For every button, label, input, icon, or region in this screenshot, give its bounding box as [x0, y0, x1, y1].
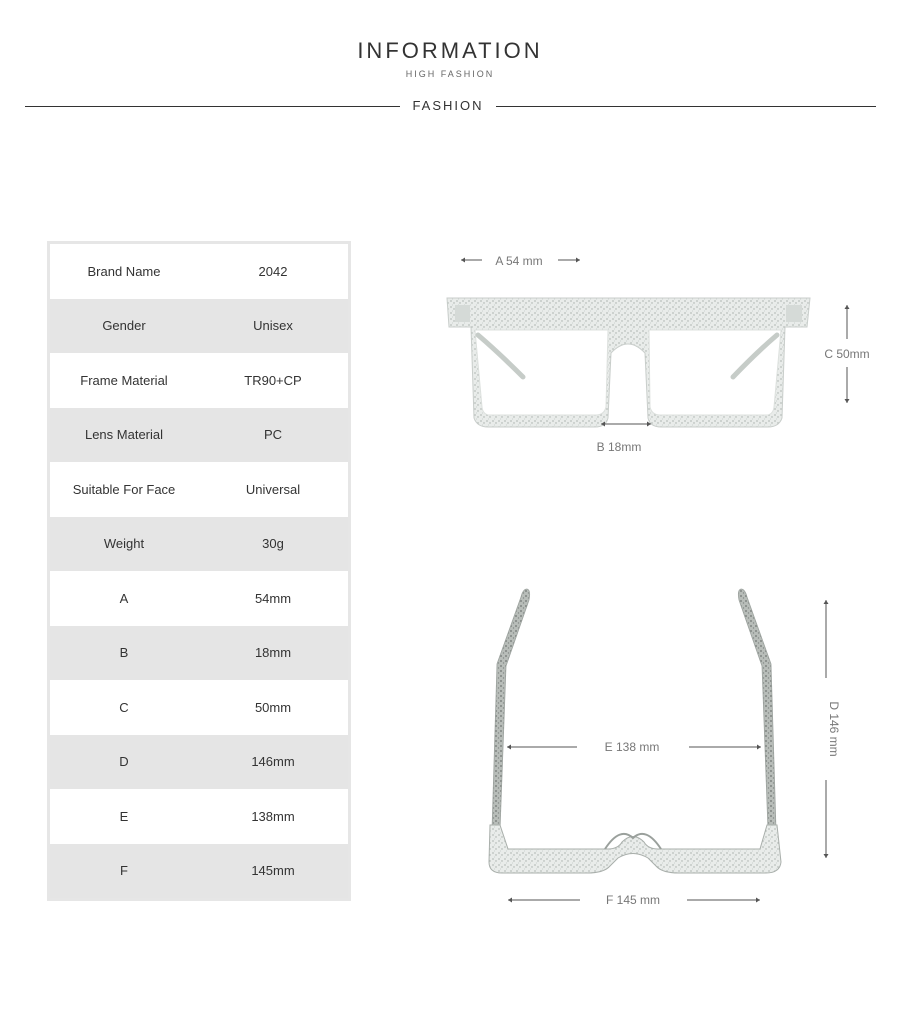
dimension-f [508, 893, 760, 907]
spec-value: PC [263, 427, 283, 443]
section-label: FASHION [412, 98, 484, 113]
dimension-d-label: D 146 mm [827, 701, 841, 757]
spec-label: C [119, 699, 129, 715]
front-hinge-right [786, 305, 802, 322]
dimension-a [461, 254, 580, 268]
spec-label: B [119, 645, 129, 661]
dimension-f-label: F 145 mm [605, 893, 661, 907]
top-front-rim [489, 825, 781, 873]
spec-value: 50mm [254, 699, 292, 715]
glasses-front-view [447, 298, 810, 427]
spec-value: 54mm [254, 590, 292, 606]
dimension-b-label: B 18mm [596, 440, 642, 454]
spec-value: 30g [262, 536, 284, 552]
spec-label: Frame Material [80, 372, 168, 388]
dimension-b [597, 422, 651, 455]
page-subtitle: HIGH FASHION [405, 69, 495, 79]
spec-value: 2042 [258, 263, 288, 279]
glasses-top-view [489, 589, 781, 873]
spec-value: 146mm [251, 754, 295, 770]
spec-value: TR90+CP [244, 372, 302, 388]
spec-label: A [119, 590, 129, 606]
spec-label: Suitable For Face [72, 481, 176, 497]
page-title: INFORMATION [357, 38, 543, 63]
dimension-e-label: E 138 mm [604, 740, 660, 754]
front-lens-right [649, 330, 781, 415]
dimension-e [507, 740, 761, 754]
dimension-c [824, 305, 869, 403]
front-lens-left [475, 330, 608, 415]
top-temple-right [738, 589, 776, 830]
dimension-c-label: C 50mm [824, 347, 870, 361]
dimension-a-label: A 54 mm [495, 254, 543, 268]
spec-value: 145mm [251, 863, 295, 879]
spec-value: Universal [245, 481, 301, 497]
front-hinge-left [455, 305, 470, 322]
spec-value: Unisex [253, 318, 293, 334]
spec-label: F [120, 863, 128, 879]
spec-label: Brand Name [87, 263, 161, 279]
spec-label: Lens Material [84, 427, 164, 443]
spec-value: 18mm [254, 645, 292, 661]
spec-label: E [119, 808, 129, 824]
spec-label: Weight [103, 536, 145, 552]
dimension-d [824, 600, 842, 858]
spec-value: 138mm [251, 808, 295, 824]
spec-label: D [119, 754, 129, 770]
spec-label: Gender [102, 318, 146, 334]
top-temple-left [492, 589, 530, 830]
